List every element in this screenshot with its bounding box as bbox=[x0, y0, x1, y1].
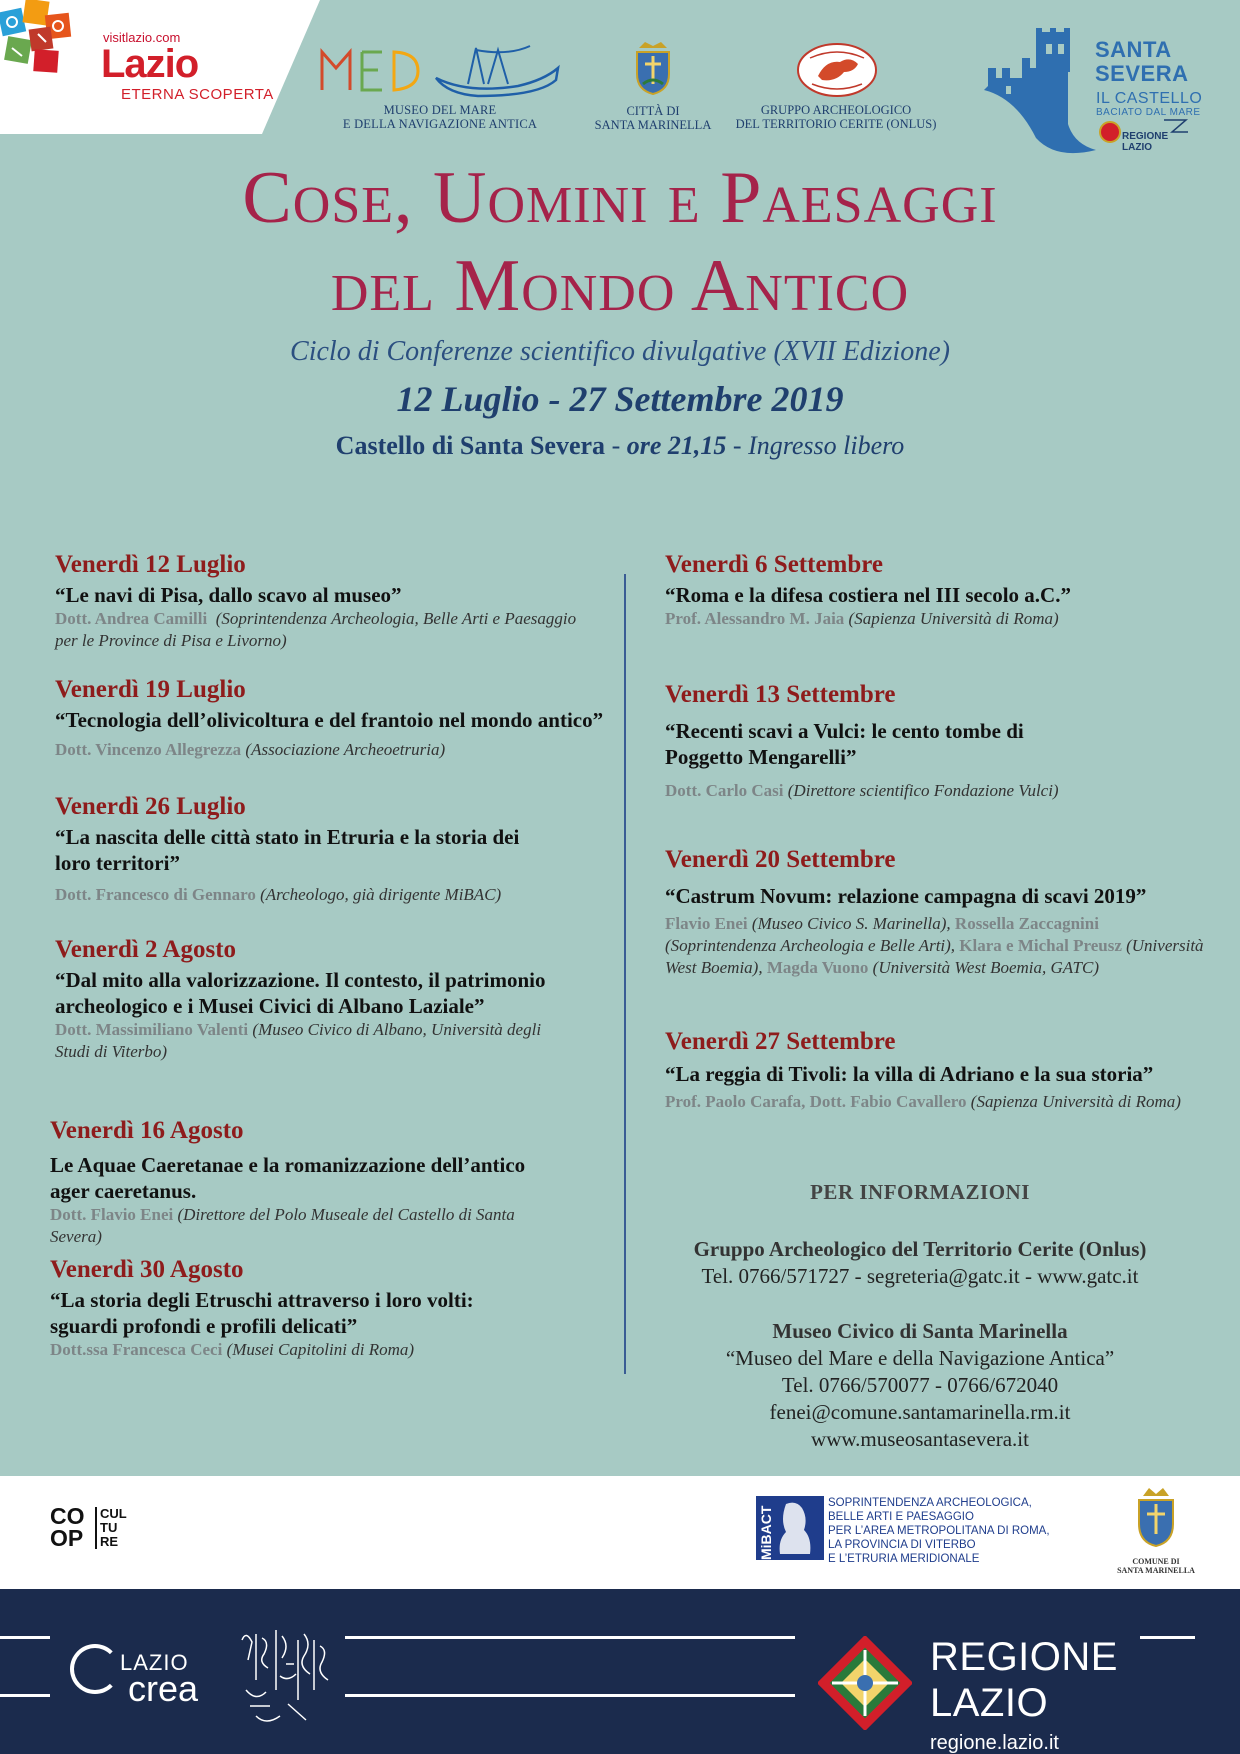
speaker-name: Dott. Vincenzo Allegrezza bbox=[55, 740, 242, 759]
venue-sep: - bbox=[605, 431, 627, 460]
venue-place: Castello di Santa Severa bbox=[335, 431, 606, 460]
event-date: Venerdì 30 Agosto bbox=[50, 1256, 244, 1283]
santa-severa-title bbox=[1095, 38, 1188, 86]
speaker-affiliation: (Musei Capitolini di Roma) bbox=[226, 1340, 415, 1359]
speaker-name: Prof. Paolo Carafa, Dott. Fabio Cavallero bbox=[665, 1092, 967, 1111]
event-speaker bbox=[50, 1204, 540, 1248]
info-heading: PER INFORMAZIONI bbox=[810, 1180, 1030, 1204]
program-item bbox=[665, 550, 1225, 630]
event-title: “Dal mito alla valorizzazione. Il contesto, il patrimonio archeologico e i Musei Civici di Albano Laziale” bbox=[55, 968, 546, 1018]
speaker-affiliation: (Associazione Archeoetruria) bbox=[245, 740, 446, 759]
med-caption-line: E DELLA NAVIGAZIONE ANTICA bbox=[342, 117, 538, 131]
event-dates: 12 Luglio - 27 Settembre 2019 bbox=[396, 379, 844, 419]
speaker-name: Prof. Alessandro M. Jaia bbox=[665, 609, 845, 628]
footer-rule bbox=[345, 1636, 795, 1639]
event-speaker bbox=[55, 739, 615, 761]
sopr-line: PER L’AREA METROPOLITANA DI ROMA, bbox=[828, 1525, 1050, 1537]
footer-rule bbox=[0, 1694, 50, 1697]
lazio-crea-lazio: LAZIO bbox=[120, 1650, 189, 1675]
speaker-affiliation: (Sapienza Università di Roma) bbox=[848, 609, 1059, 628]
event-speaker bbox=[50, 1339, 510, 1361]
sponsor-band bbox=[0, 1476, 1240, 1589]
ss-subtitle: IL CASTELLO bbox=[1096, 90, 1203, 107]
event-date: Venerdì 6 Settembre bbox=[665, 551, 884, 578]
subtitle: Ciclo di Conferenze scientifico divulgative (XVII Edizione) bbox=[290, 336, 950, 367]
event-speaker bbox=[665, 780, 1065, 802]
ss-subtitle-small: BACIATO DAL MARE bbox=[1096, 107, 1201, 118]
lazio-wordmark: Lazio bbox=[101, 42, 199, 86]
program-item bbox=[50, 1255, 510, 1361]
santa-marinella-caption bbox=[583, 104, 723, 132]
coop-culture-logo: CO OP bbox=[50, 1503, 85, 1551]
info-email[interactable]: fenei@comune.santamarinella.rm.it bbox=[769, 1400, 1071, 1424]
ss-title-line: SANTA bbox=[1095, 37, 1172, 62]
program-item bbox=[50, 1116, 540, 1248]
gatc-caption-line: DEL TERRITORIO CERITE (ONLUS) bbox=[735, 117, 937, 131]
info-org-sub: “Museo del Mare e della Navigazione Antica” bbox=[725, 1346, 1115, 1370]
footer-rule bbox=[0, 1636, 50, 1639]
speaker-name: Dott. Andrea Camilli bbox=[55, 609, 208, 628]
gatc-logo-icon bbox=[796, 42, 878, 98]
comune-caption bbox=[1110, 1557, 1202, 1575]
info-org: Gruppo Archeologico del Territorio Cerite (Onlus) bbox=[693, 1237, 1147, 1261]
speaker-name: Dott. Carlo Casi bbox=[665, 781, 784, 800]
ss-reg-line: REGIONE bbox=[1122, 131, 1169, 142]
regione-lazio-url[interactable]: regione.lazio.it bbox=[930, 1732, 1059, 1754]
speaker-affiliation: (Soprintendenza Archeologia e Belle Arti), bbox=[665, 936, 960, 955]
regione-lazio-wordmark bbox=[930, 1634, 1118, 1726]
event-date: Venerdì 26 Luglio bbox=[55, 793, 246, 820]
venue-sep: - bbox=[726, 431, 749, 460]
sopr-line: LA PROVINCIA DI VITERBO bbox=[828, 1539, 976, 1551]
santa-marinella-crest-icon bbox=[633, 40, 673, 96]
info-block-museo bbox=[640, 1318, 1200, 1453]
med-museum-logo-icon bbox=[318, 40, 568, 100]
comune-crest-icon bbox=[1135, 1486, 1177, 1548]
sopr-line: E L’ETRURIA MERIDIONALE bbox=[828, 1553, 980, 1565]
speaker-affiliation: (Direttore scientifico Fondazione Vulci) bbox=[787, 781, 1059, 800]
venue-entry: Ingresso libero bbox=[748, 431, 905, 460]
speaker-affiliation: (Università West Boemia, GATC) bbox=[868, 958, 1099, 977]
speaker-name: Dott. Flavio Enei bbox=[50, 1205, 174, 1224]
sopr-line: SOPRINTENDENZA ARCHEOLOGICA, bbox=[828, 1497, 1032, 1509]
lazio-crea-logo-icon bbox=[70, 1644, 120, 1694]
program-item bbox=[55, 675, 615, 761]
speaker-name: Dott. Francesco di Gennaro bbox=[55, 885, 256, 904]
speaker-name: Magda Vuono bbox=[766, 958, 869, 977]
event-title: Le Aquae Caeretanae e la romanizzazione dell’antico ager caeretanus. bbox=[50, 1153, 526, 1203]
regione-lazio-emblem-icon bbox=[818, 1636, 912, 1730]
gatc-caption-line: GRUPPO ARCHEOLOGICO bbox=[760, 103, 912, 117]
info-org: Museo Civico di Santa Marinella bbox=[772, 1319, 1068, 1343]
event-date: Venerdì 12 Luglio bbox=[55, 551, 246, 578]
speaker-name: Flavio Enei bbox=[665, 914, 748, 933]
culture-logo-text: CUL TU RE bbox=[95, 1507, 127, 1549]
event-speaker bbox=[665, 608, 1225, 630]
event-date: Venerdì 2 Agosto bbox=[55, 936, 237, 963]
comune-line: COMUNE DI bbox=[1132, 1557, 1180, 1566]
event-date: Venerdì 20 Settembre bbox=[665, 846, 896, 873]
ss-title-line: SEVERA bbox=[1095, 61, 1189, 86]
info-block-gatc bbox=[640, 1236, 1200, 1290]
event-title: “Recenti scavi a Vulci: le cento tombe di Poggetto Mengarelli” bbox=[665, 719, 1024, 769]
event-title: “Le navi di Pisa, dallo scavo al museo” bbox=[55, 583, 402, 607]
event-date: Venerdì 13 Settembre bbox=[665, 681, 896, 708]
gatc-caption bbox=[716, 103, 956, 131]
event-speaker bbox=[55, 1019, 565, 1063]
speaker-affiliation: (Soprintendenza Archeologia, Belle Arti e Paesaggio per le Province di Pisa e Livorno) bbox=[55, 609, 577, 650]
med-caption-line: MUSEO DEL MARE bbox=[383, 103, 497, 117]
program-item bbox=[665, 845, 1205, 979]
event-speaker bbox=[55, 608, 595, 652]
event-title: “La reggia di Tivoli: la villa di Adriano e la sua storia” bbox=[665, 1062, 1154, 1086]
event-date: Venerdì 27 Settembre bbox=[665, 1028, 896, 1055]
main-title-line-1: Cose, Uomini e Paesaggi bbox=[242, 157, 998, 239]
event-date: Venerdì 16 Agosto bbox=[50, 1117, 244, 1144]
soprintendenza-label bbox=[828, 1496, 1050, 1566]
speaker-name: Rossella Zaccagnini bbox=[954, 914, 1099, 933]
event-speakers bbox=[665, 913, 1205, 979]
program-item bbox=[665, 680, 1065, 802]
speaker-name: Dott. Massimiliano Valenti bbox=[55, 1020, 249, 1039]
info-phone[interactable]: Tel. 0766/570077 - 0766/672040 bbox=[781, 1373, 1059, 1397]
sopr-line: BELLE ARTI E PAESAGGIO bbox=[828, 1511, 974, 1523]
footer-rule bbox=[1140, 1636, 1195, 1639]
program-item bbox=[55, 550, 595, 652]
column-divider bbox=[624, 574, 626, 1374]
stm-caption-line: CITTÀ DI bbox=[626, 104, 680, 118]
rl-line: LAZIO bbox=[930, 1681, 1049, 1725]
event-speaker bbox=[665, 1091, 1225, 1113]
event-date: Venerdì 19 Luglio bbox=[55, 676, 246, 703]
program-item bbox=[665, 1027, 1225, 1113]
lazio-url[interactable]: visitlazio.com bbox=[103, 30, 181, 45]
event-title: “Castrum Novum: relazione campagna di scavi 2019” bbox=[665, 884, 1147, 908]
speaker-affiliation: (Direttore del Polo Museale del Castello di Santa Severa) bbox=[50, 1205, 515, 1246]
venue-line bbox=[0, 431, 1240, 461]
ss-regione-label bbox=[1122, 131, 1168, 153]
lazio-tagline: ETERNA SCOPERTA bbox=[121, 86, 274, 103]
visitlazio-logo bbox=[0, 0, 320, 134]
speaker-affiliation: (Museo Civico di Albano, Università degli Studi di Viterbo) bbox=[55, 1020, 542, 1061]
rl-line: REGIONE bbox=[930, 1635, 1118, 1679]
event-title: “La nascita delle città stato in Etruria e la storia dei loro territori” bbox=[55, 825, 520, 875]
speaker-affiliation: (Museo Civico S. Marinella), bbox=[747, 914, 955, 933]
manuscript-signature-icon bbox=[236, 1620, 336, 1730]
speaker-name: Klara e Michal Preusz bbox=[959, 936, 1122, 955]
info-website[interactable]: www.museosantasevera.it bbox=[811, 1427, 1029, 1451]
comune-line: SANTA MARINELLA bbox=[1117, 1566, 1195, 1575]
venue-time: ore 21,15 bbox=[626, 431, 727, 460]
med-caption bbox=[300, 103, 580, 131]
event-title: “Tecnologia dell’olivicoltura e del frantoio nel mondo antico” bbox=[55, 708, 604, 732]
stm-caption-line: SANTA MARINELLA bbox=[594, 118, 712, 132]
speaker-affiliation: (Archeologo, già dirigente MiBAC) bbox=[260, 885, 502, 904]
main-title-line-2: del Mondo Antico bbox=[330, 245, 910, 327]
speaker-affiliation: (Sapienza Università di Roma) bbox=[970, 1092, 1181, 1111]
speaker-name: Dott.ssa Francesca Ceci bbox=[50, 1340, 223, 1359]
mibact-label: MiBACT bbox=[758, 1505, 774, 1560]
info-contact[interactable]: Tel. 0766/571727 - segreteria@gatc.it - www.gatc.it bbox=[701, 1264, 1139, 1288]
program-item bbox=[55, 935, 565, 1063]
event-title: “La storia degli Etruschi attraverso i loro volti: sguardi profondi e profili delicati” bbox=[50, 1288, 474, 1338]
event-title: “Roma e la difesa costiera nel III secolo a.C.” bbox=[665, 583, 1071, 607]
ss-reg-line: LAZIO bbox=[1122, 142, 1152, 153]
event-speaker bbox=[55, 884, 525, 906]
speaker-affiliation: (Università West Boemia), bbox=[665, 936, 1204, 977]
lazio-crea-crea: crea bbox=[128, 1668, 199, 1709]
lazio-mosaic-icon bbox=[0, 0, 74, 74]
program-item bbox=[55, 792, 525, 906]
footer-rule bbox=[345, 1694, 795, 1697]
